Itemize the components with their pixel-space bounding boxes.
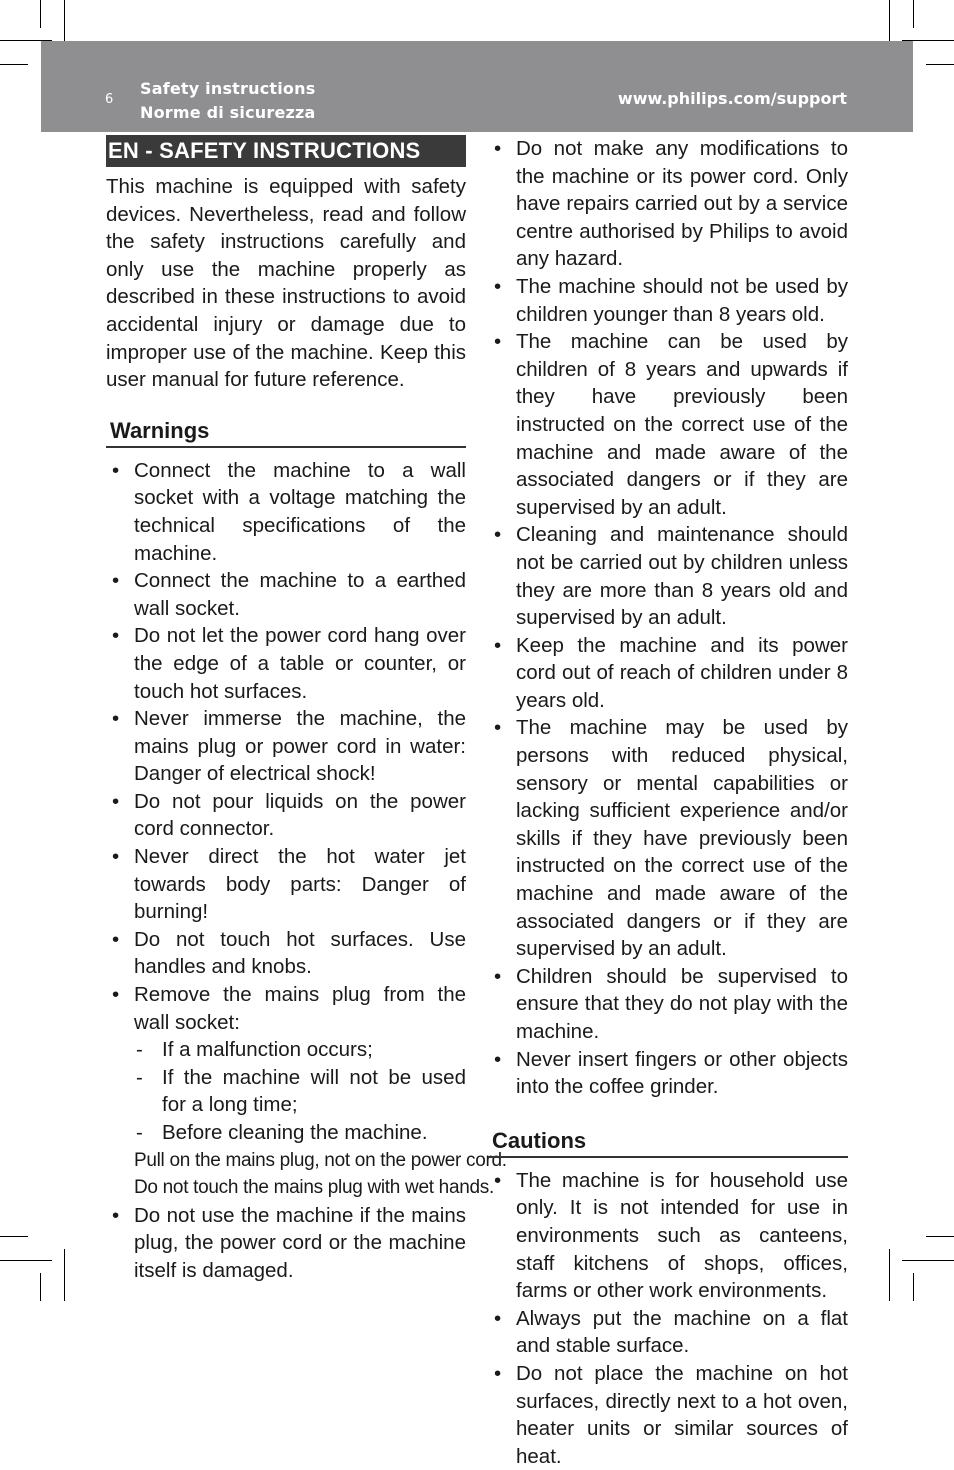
warnings-list — [106, 457, 507, 1285]
dash-marker: - — [136, 1038, 143, 1062]
crop-mark — [889, 1249, 890, 1301]
bullet-marker: • — [112, 707, 120, 731]
list-item — [106, 1202, 466, 1285]
page-header — [41, 41, 913, 132]
crop-mark — [913, 0, 914, 28]
list-item — [106, 567, 466, 622]
list-item — [488, 1167, 848, 1305]
note-line: Pull on the mains plug, not on the power cord. — [134, 1149, 507, 1171]
item-text: The machine may be used by persons with reduced physical, sensory or mental capabilities or lacking sufficient experience and/or skills if they have previously been instructed on the correct use of the machine and made aware of the associated dangers or if they are supervised by an adult. — [516, 716, 848, 961]
bullet-marker: • — [112, 458, 120, 482]
list-item — [488, 714, 848, 962]
list-item — [106, 788, 466, 843]
crop-mark — [64, 1249, 65, 1301]
bullet-marker: • — [494, 1168, 502, 1192]
support-url[interactable]: www.philips.com/support — [617, 89, 847, 108]
warnings-heading: Warnings — [106, 417, 466, 448]
item-text: Connect the machine to a earthed wall socket. — [134, 569, 466, 620]
bullet-marker: • — [112, 789, 120, 813]
cautions-heading: Cautions — [488, 1127, 848, 1158]
item-text: Do not touch hot surfaces. Use handles and knobs. — [134, 927, 466, 979]
header-title-it: Norme di sicurezza — [140, 103, 316, 122]
item-text: Do not pour liquids on the power cord connector. — [134, 789, 466, 841]
sub-list-item — [134, 1064, 466, 1119]
warnings-list-continued — [488, 135, 848, 1101]
item-text: Never immerse the machine, the mains plug or power cord in water: Danger of electrical shock! — [134, 707, 466, 786]
list-item — [488, 1046, 848, 1101]
item-text: Remove the mains plug from the wall socket: — [134, 983, 466, 1034]
bullet-marker: • — [494, 1361, 502, 1385]
section-title: EN - SAFETY INSTRUCTIONS — [106, 135, 466, 167]
sub-list-item — [134, 1036, 466, 1064]
sub-item-text: If the machine will not be used for a long time; — [162, 1065, 466, 1117]
intro-paragraph: This machine is equipped with safety devices. Nevertheless, read and follow the safety instructions carefully and only use the machine properly as described in these instructions to avoid accidental injury or damage due to improper use of the machine. Keep this user manual for future reference. — [106, 175, 466, 392]
item-text: Never direct the hot water jet towards body parts: Danger of burning! — [134, 845, 466, 924]
crop-mark — [913, 1273, 914, 1301]
bullet-marker: • — [494, 137, 502, 160]
bullet-marker: • — [112, 845, 120, 869]
header-title-en: Safety instructions — [140, 79, 316, 98]
bullet-marker: • — [112, 624, 120, 648]
item-text: Do not place the machine on hot surfaces, directly next to a hot oven, heater units or similar sources of heat. — [516, 1361, 848, 1468]
bullet-marker: • — [112, 1203, 120, 1227]
bullet-marker: • — [112, 927, 120, 951]
bullet-marker: • — [494, 964, 502, 988]
crop-mark — [0, 64, 28, 65]
list-item — [106, 705, 466, 788]
list-item — [488, 632, 848, 715]
crop-mark — [40, 0, 41, 28]
item-text: Cleaning and maintenance should not be carried out by children unless they are more than 8 years old and supervised by an adult. — [516, 523, 848, 630]
item-text: Do not make any modifications to the machine or its power cord. Only have repairs carried out by a service centre authorised by Philips to avoid any hazard. — [516, 137, 848, 271]
bullet-marker: • — [494, 330, 502, 354]
list-item — [488, 1305, 848, 1360]
sub-item-text: If a malfunction occurs; — [162, 1038, 373, 1062]
left-column — [106, 135, 507, 1285]
sub-list-item — [134, 1119, 466, 1147]
list-item — [488, 273, 848, 328]
list-item — [106, 926, 466, 981]
item-text: The machine should not be used by children younger than 8 years old. — [516, 274, 848, 326]
right-column — [488, 135, 848, 1470]
crop-mark — [926, 64, 954, 65]
list-item — [488, 135, 848, 273]
item-text: Children should be supervised to ensure that they do not play with the machine. — [516, 964, 848, 1043]
list-item — [106, 457, 466, 567]
list-item — [488, 521, 848, 631]
item-text: Connect the machine to a wall socket with a voltage matching the technical specifications of the machine. — [134, 458, 466, 565]
item-text: Keep the machine and its power cord out of reach of children under 8 years old. — [516, 633, 848, 712]
item-text: Do not use the machine if the mains plug, the power cord or the machine itself is damaged. — [134, 1203, 466, 1282]
crop-mark — [40, 1273, 41, 1301]
list-item — [488, 963, 848, 1046]
page-number: 6 — [105, 92, 114, 107]
list-item — [106, 843, 466, 926]
sub-list — [134, 1036, 466, 1146]
item-text: Always put the machine on a flat and stable surface. — [516, 1306, 848, 1358]
list-item — [488, 328, 848, 521]
crop-mark — [0, 1236, 28, 1237]
item-text: The machine is for household use only. It is not intended for use in environments such as canteens, staff kitchens of shops, offices, farms or other work environments. — [516, 1168, 848, 1303]
crop-mark — [0, 1260, 52, 1261]
crop-mark — [902, 1260, 954, 1261]
bullet-marker: • — [494, 716, 502, 740]
item-text: Never insert fingers or other objects into the coffee grinder. — [516, 1047, 848, 1099]
item-text: The machine can be used by children of 8 years and upwards if they have previously been instructed on the correct use of the machine and made aware of the associated dangers or if they are supervised by an adult. — [516, 330, 848, 519]
dash-marker: - — [136, 1065, 143, 1089]
list-item — [106, 622, 466, 705]
bullet-marker: • — [494, 633, 502, 657]
item-text: Do not let the power cord hang over the edge of a table or counter, or touch hot surfaces. — [134, 624, 466, 703]
crop-mark — [926, 1236, 954, 1237]
dash-marker: - — [136, 1121, 143, 1144]
list-item — [106, 981, 507, 1202]
sub-item-text: Before cleaning the machine. — [162, 1121, 428, 1144]
note-line: Do not touch the mains plug with wet hands. — [134, 1177, 494, 1199]
cautions-list — [488, 1167, 848, 1470]
bullet-marker: • — [112, 983, 120, 1007]
bullet-marker: • — [494, 523, 502, 547]
bullet-marker: • — [112, 569, 120, 593]
bullet-marker: • — [494, 274, 502, 298]
bullet-marker: • — [494, 1306, 502, 1330]
bullet-marker: • — [494, 1047, 502, 1071]
list-item — [488, 1360, 848, 1470]
